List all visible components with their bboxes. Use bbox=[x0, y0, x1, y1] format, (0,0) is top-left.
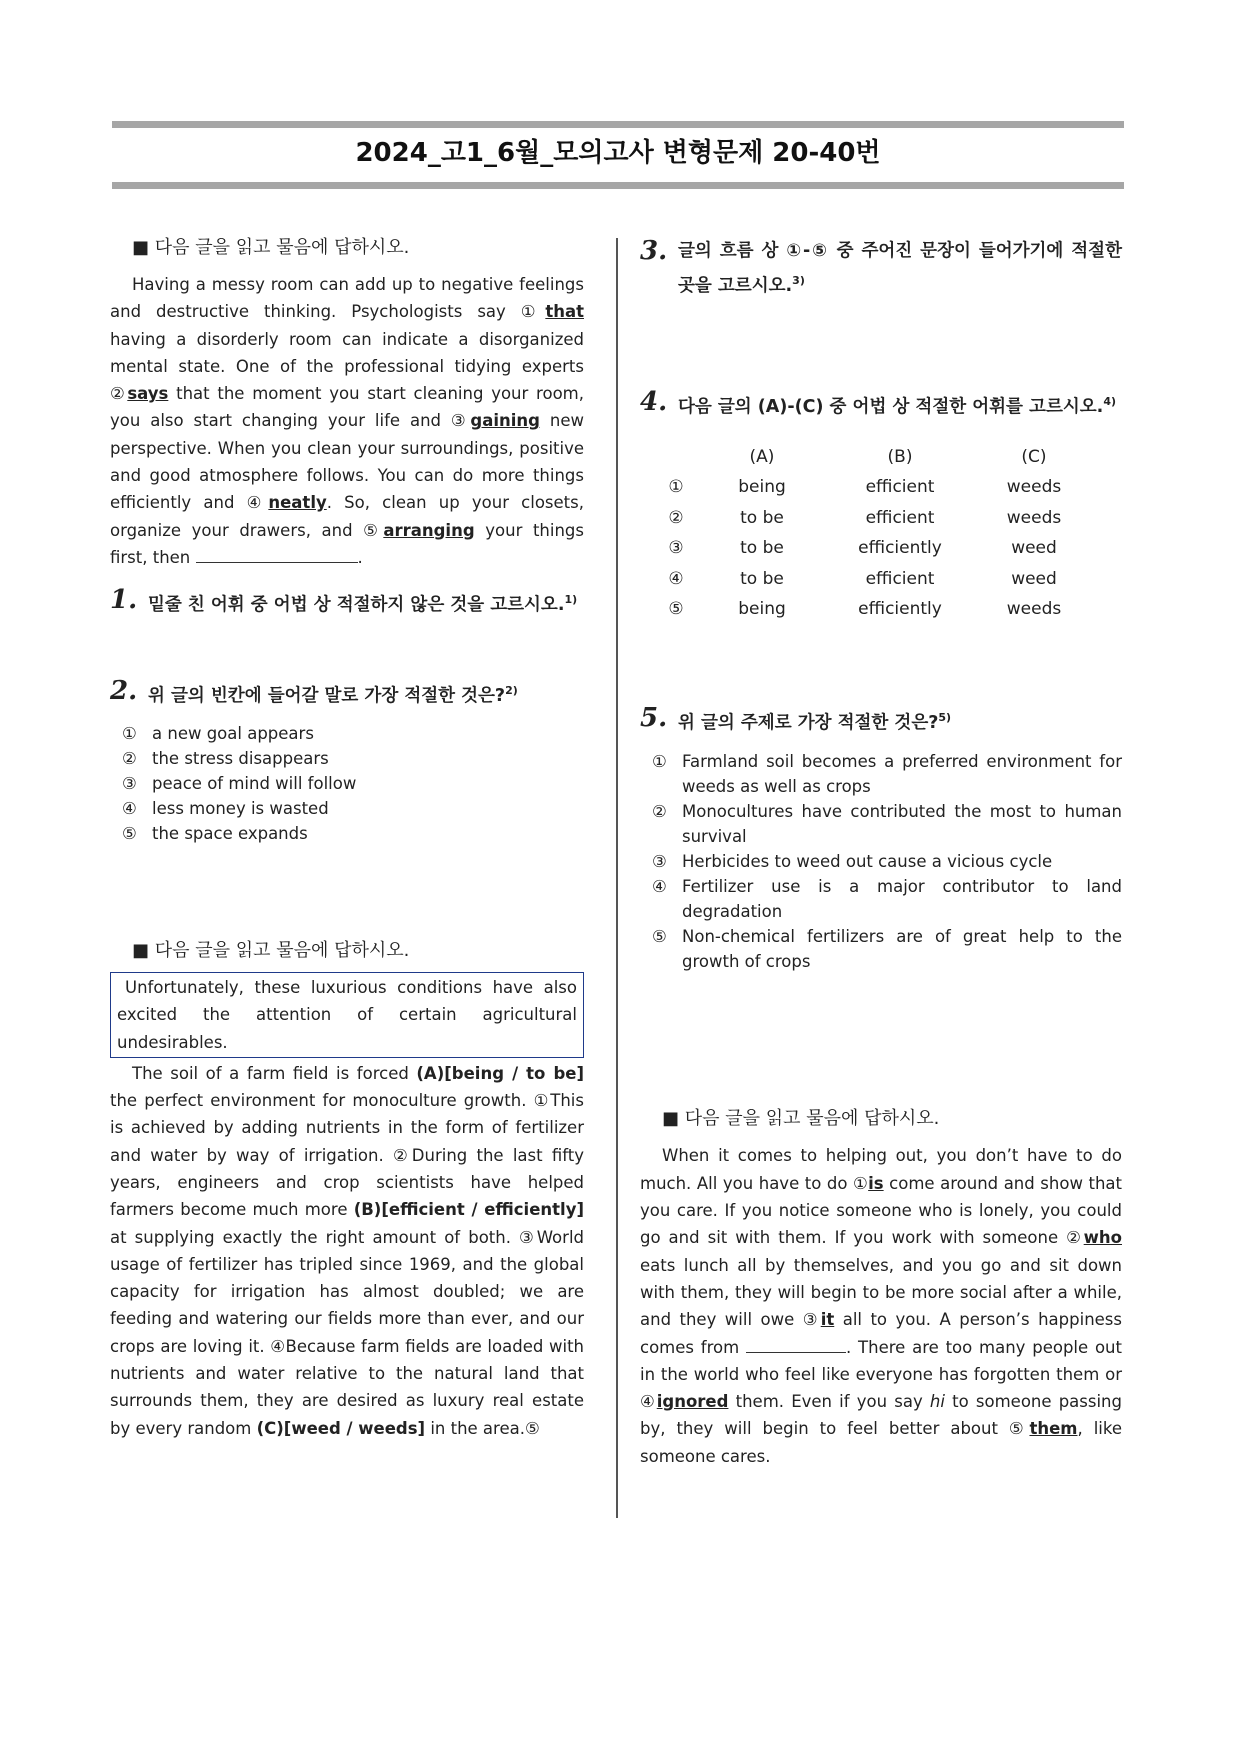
option-item[interactable]: ③ peace of mind will follow bbox=[122, 773, 357, 793]
option-item[interactable]: ⑤ the space expands bbox=[122, 823, 308, 843]
option-item[interactable]: ③ Herbicides to weed out cause a vicious cycle bbox=[652, 852, 1053, 872]
option-item[interactable]: ④ less money is wasted bbox=[122, 798, 329, 818]
table-header-row: (A) (B) (C) bbox=[749, 446, 1047, 467]
option-item[interactable]: ① Farmland soil becomes a preferred environment for weeds as well as crops bbox=[652, 752, 1122, 797]
question-2 bbox=[110, 676, 584, 711]
underlined-word: gaining bbox=[470, 411, 540, 431]
underlined-word: says bbox=[127, 384, 169, 404]
question-number: 2. bbox=[110, 676, 138, 707]
question-3 bbox=[640, 236, 1122, 301]
answer-blank bbox=[196, 548, 358, 563]
q2-options bbox=[110, 721, 584, 846]
question-4 bbox=[640, 387, 1122, 422]
option-item[interactable]: ⑤ Non-chemical fertilizers are of great help to the growth of crops bbox=[652, 927, 1122, 972]
column-divider bbox=[616, 238, 618, 1518]
option-item[interactable]: ① a new goal appears bbox=[122, 723, 314, 743]
underlined-word: neatly bbox=[268, 493, 327, 513]
footnote-ref: 3) bbox=[792, 274, 805, 287]
left-column bbox=[110, 233, 584, 1442]
underlined-word: it bbox=[820, 1310, 835, 1330]
question-number: 4. bbox=[640, 386, 668, 417]
passage-2: The soil of a farm field is forced (A)[being / to be] the perfect environment for monoculture growth. ①This is achieved by adding nutrients in the form of fertilizer and water by way of irrigation. ②During the last fifty years, engineers and crop scientists have helped farmers become much more (B)[efficient / efficiently] at supplying exactly the right amount of both. ③World usage of fertilizer has tripled since 1969, and the global capacity for irrigation has almost doubled; we are feeding and watering our fields more than ever, and our crops are loving it. ④Because farm fields are loaded with nutrients and water relative to the natural land that surrounds them, they are desired as luxury real estate by every random (C)[weed / weeds] in the area.⑤ bbox=[110, 1063, 584, 1438]
underlined-word: that bbox=[545, 302, 584, 322]
underlined-word: ignored bbox=[656, 1392, 729, 1412]
question-text: 밑줄 친 어휘 중 어법 상 적절하지 않은 것을 고르시오.$^{1)}$ bbox=[148, 593, 578, 616]
question-text: 위 글의 주제로 가장 적절한 것은?$^{5)}$ bbox=[678, 710, 952, 733]
q4-choice-table bbox=[654, 442, 1094, 625]
footnote-ref: 1) bbox=[564, 593, 578, 607]
underlined-word: arranging bbox=[383, 520, 475, 540]
question-number: 1. bbox=[110, 585, 138, 616]
question-5 bbox=[640, 703, 1122, 738]
choice-bracket: (B)[efficient / efficiently] bbox=[353, 1200, 584, 1220]
choice-bracket: (A)[being / to be] bbox=[416, 1063, 584, 1083]
footnote-ref: 2) bbox=[505, 684, 518, 698]
answer-blank bbox=[746, 1338, 846, 1353]
italic-word: hi bbox=[929, 1392, 945, 1412]
underlined-word: is bbox=[868, 1173, 884, 1193]
title-top-rule bbox=[112, 121, 1124, 128]
q5-options bbox=[640, 749, 1122, 974]
footnote-ref: 4) bbox=[1103, 394, 1117, 408]
question-number: 5. bbox=[640, 702, 668, 733]
section-instruction: ■ 다음 글을 읽고 물음에 답하시오. bbox=[132, 939, 410, 961]
table-row[interactable]: ① being efficient weeds bbox=[668, 477, 1062, 498]
question-text: 다음 글의 (A)-(C) 중 어법 상 적절한 어휘를 고르시오.$^{4)}$ bbox=[678, 394, 1117, 417]
table-row[interactable]: ④ to be efficient weed bbox=[668, 568, 1057, 589]
section-instruction: ■ 다음 글을 읽고 물음에 답하시오. bbox=[132, 237, 410, 258]
footnote-ref: 5) bbox=[938, 710, 952, 724]
given-sentence-box: Unfortunately, these luxurious conditions have also excited the attention of certain agricultural undesirables. bbox=[110, 972, 584, 1058]
passage-3: When it comes to helping out, you don’t have to do much. All you have to do ①is come around and show that you care. If you notice someone who is lonely, you could go and sit with them. If you work with someone ②who eats lunch all by themselves, and you go and sit down with them, they will begin to be more social after a while, and they will owe ③it all to you. A person’s happiness comes from . There are too many people out in the world who feel like everyone has forgotten them or ④ignored them. Even if you say hi to someone passing by, they will begin to feel better about ⑤them, like someone cares. bbox=[640, 1146, 1122, 1466]
underlined-word: them bbox=[1029, 1419, 1078, 1439]
section-instruction: ■ 다음 글을 읽고 물음에 답하시오. bbox=[662, 1108, 940, 1130]
page-title: 2024_고1_6월_모의고사 변형문제 20-40번 bbox=[355, 138, 881, 168]
question-number: 3. bbox=[640, 236, 668, 266]
table-row[interactable]: ⑤ being efficiently weeds bbox=[668, 599, 1062, 620]
table-row[interactable]: ③ to be efficiently weed bbox=[668, 538, 1057, 559]
option-item[interactable]: ④ Fertilizer use is a major contributor to land degradation bbox=[652, 877, 1122, 922]
passage-1: Having a messy room can add up to negative feelings and destructive thinking. Psychologists say ①that having a disorderly room can indicate a disorganized mental state. One of the professional tidying experts ②says that the moment you start cleaning your room, you also start changing your life and ③gaining new perspective. When you clean your surroundings, positive and good atmosphere follows. You can do more things efficiently and ④neatly. So, clean up your closets, organize your drawers, and ⑤arranging your things first, then . bbox=[110, 275, 584, 567]
choice-bracket: (C)[weed / weeds] bbox=[256, 1418, 426, 1438]
right-column bbox=[640, 236, 1122, 1470]
question-1 bbox=[110, 585, 584, 620]
title-bottom-rule bbox=[112, 182, 1124, 189]
option-item[interactable]: ② the stress disappears bbox=[122, 748, 329, 768]
table-row[interactable]: ② to be efficient weeds bbox=[668, 507, 1062, 528]
option-item[interactable]: ② Monocultures have contributed the most to human survival bbox=[652, 802, 1122, 847]
question-text: 글의 흐름 상 ①-⑤ 중 주어진 문장이 들어가기에 적절한 곳을 고르시오.$^{3)}$ bbox=[678, 241, 1122, 296]
underlined-word: who bbox=[1083, 1228, 1122, 1248]
question-text: 위 글의 빈칸에 들어갈 말로 가장 적절한 것은?$^{2)}$ bbox=[148, 684, 518, 706]
